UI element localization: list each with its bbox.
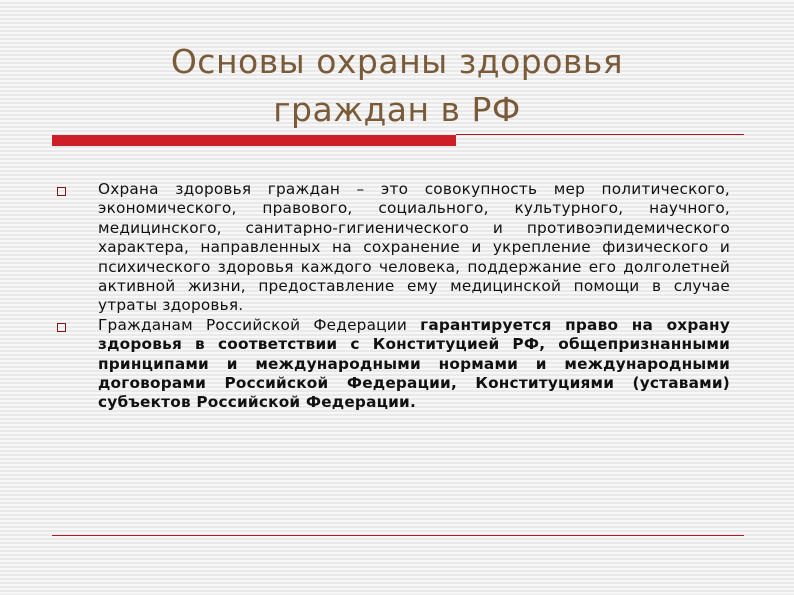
slide-title bbox=[60, 38, 734, 134]
bullet-list bbox=[52, 180, 730, 413]
slide-title-line-1: Основы охраны здоровья bbox=[170, 42, 624, 81]
bullet-text-guarantee-regular: Гражданам Российской Федерации bbox=[98, 315, 421, 334]
title-accent-bar bbox=[52, 135, 456, 146]
title-divider-line bbox=[456, 134, 744, 135]
slide-title-line-2: граждан в РФ bbox=[273, 90, 521, 129]
bullet-square-icon bbox=[57, 323, 66, 332]
bullet-text-definition: Охрана здоровья граждан – это совокупность мер политического, экономического, правового, социального, культурного, научного, медицинского, санитарно-гигиенического и противоэпидемического характера, направленных на сохранение и укрепление физического и психического здоровья каждого человека, поддержание его долголетней активной жизни, предоставление ему медицинской помощи в случае утраты здоровья. bbox=[98, 180, 730, 315]
footer-divider-line bbox=[52, 535, 744, 536]
bullet-item-guarantee bbox=[52, 316, 730, 413]
bullet-square-icon bbox=[57, 187, 66, 196]
bullet-text-guarantee bbox=[98, 316, 730, 413]
bullet-text-guarantee-bold: гарантируется право на охрану здоровья в соответствии с Конституцией РФ, общепризнанными принципами и международными нормами и международными договорами Российской Федерации, Конституциями (уставами) субъектов Российской Федерации. bbox=[98, 315, 730, 412]
bullet-item-definition bbox=[52, 180, 730, 316]
